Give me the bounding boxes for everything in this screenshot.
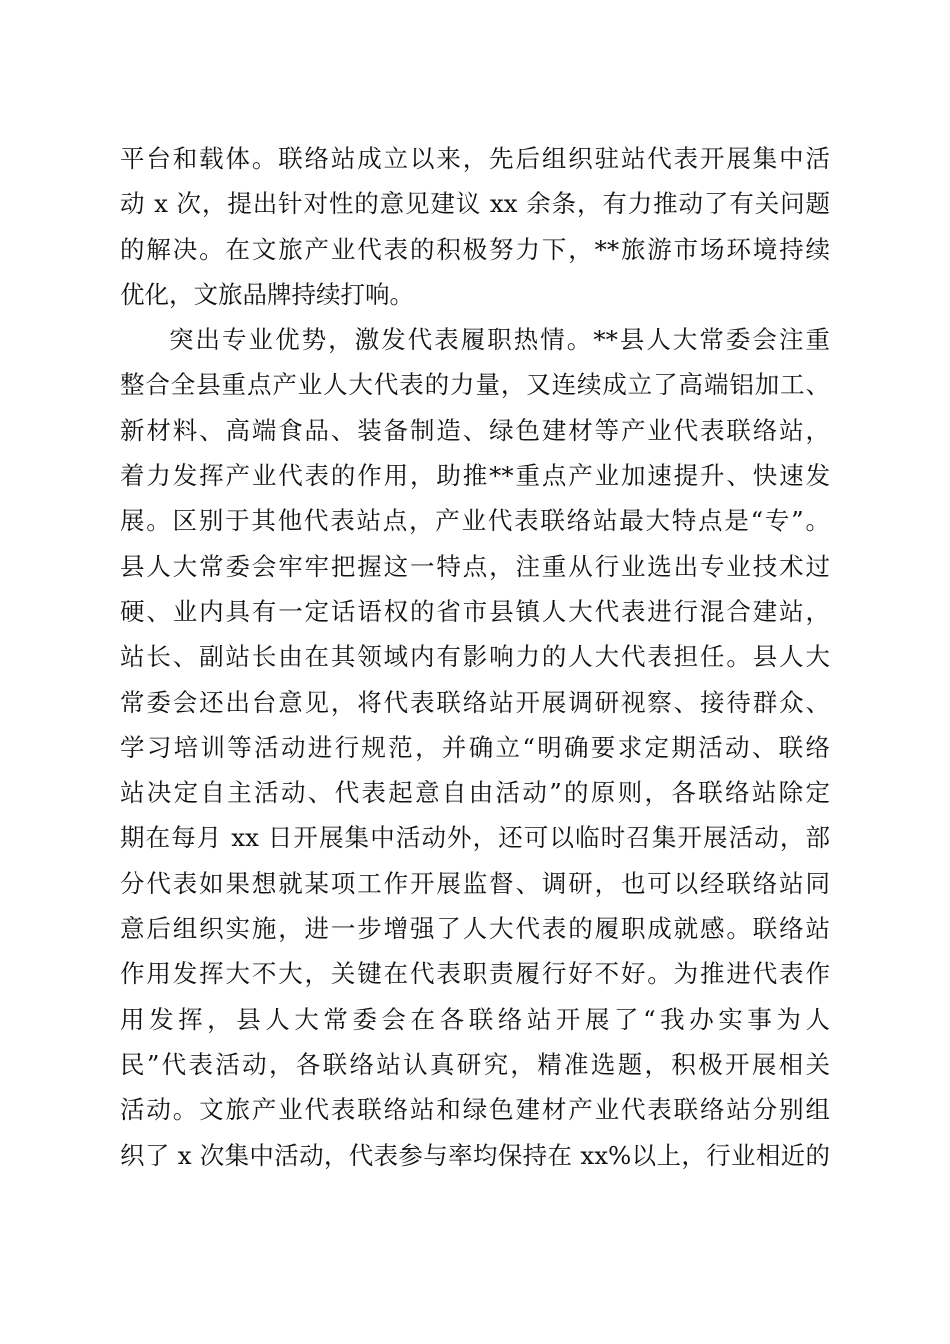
paragraph-2 (120, 317, 830, 1178)
text-line: 织了 x 次集中活动，代表参与率均保持在 xx%以上，行业相近的 (120, 1140, 830, 1170)
text-line: 优化，文旅品牌持续打响。 (120, 279, 414, 309)
text-line: 展。区别于其他代表站点，产业代表联络站最大特点是“专”。 (120, 506, 830, 536)
text-line: 动 x 次，提出针对性的意见建议 xx 余条，有力推动了有关问题 (120, 189, 830, 219)
text-line: 着力发挥产业代表的作用，助推**重点产业加速提升、快速发 (120, 461, 830, 491)
text-line: 学习培训等活动进行规范，并确立“明确要求定期活动、联络 (120, 732, 830, 762)
text-line: 硬、业内具有一定话语权的省市县镇人大代表进行混合建站， (120, 596, 830, 626)
text-line: 县人大常委会牢牢把握这一特点，注重从行业选出专业技术过 (120, 551, 830, 581)
text-line: 站决定自主活动、代表起意自由活动”的原则，各联络站除定 (120, 778, 830, 808)
text-line: 整合全县重点产业人大代表的力量，又连续成立了高端铝加工、 (120, 370, 830, 400)
text-line: 活动。文旅产业代表联络站和绿色建材产业代表联络站分别组 (120, 1095, 830, 1125)
text-line: 站长、副站长由在其领域内有影响力的人大代表担任。县人大 (120, 642, 830, 672)
text-line: 意后组织实施，进一步增强了人大代表的履职成就感。联络站 (120, 914, 830, 944)
text-line: 作用发挥大不大，关键在代表职责履行好不好。为推进代表作 (120, 959, 830, 989)
text-line: 分代表如果想就某项工作开展监督、调研，也可以经联络站同 (120, 868, 830, 898)
text-line: 民”代表活动，各联络站认真研究，精准选题，积极开展相关 (120, 1049, 830, 1079)
text-line: 突出专业优势，激发代表履职热情。**县人大常委会注重 (169, 325, 830, 355)
text-line: 用发挥，县人大常委会在各联络站开展了“我办实事为人 (120, 1004, 830, 1034)
paragraph-1 (120, 136, 830, 317)
text-line: 新材料、高端食品、装备制造、绿色建材等产业代表联络站， (120, 415, 830, 445)
text-line: 平台和载体。联络站成立以来，先后组织驻站代表开展集中活 (120, 144, 830, 173)
text-line: 期在每月 xx 日开展集中活动外，还可以临时召集开展活动，部 (120, 823, 830, 853)
text-line: 常委会还出台意见，将代表联络站开展调研视察、接待群众、 (120, 687, 830, 717)
document-page (120, 136, 830, 1178)
text-line: 的解决。在文旅产业代表的积极努力下，**旅游市场环境持续 (120, 234, 830, 264)
